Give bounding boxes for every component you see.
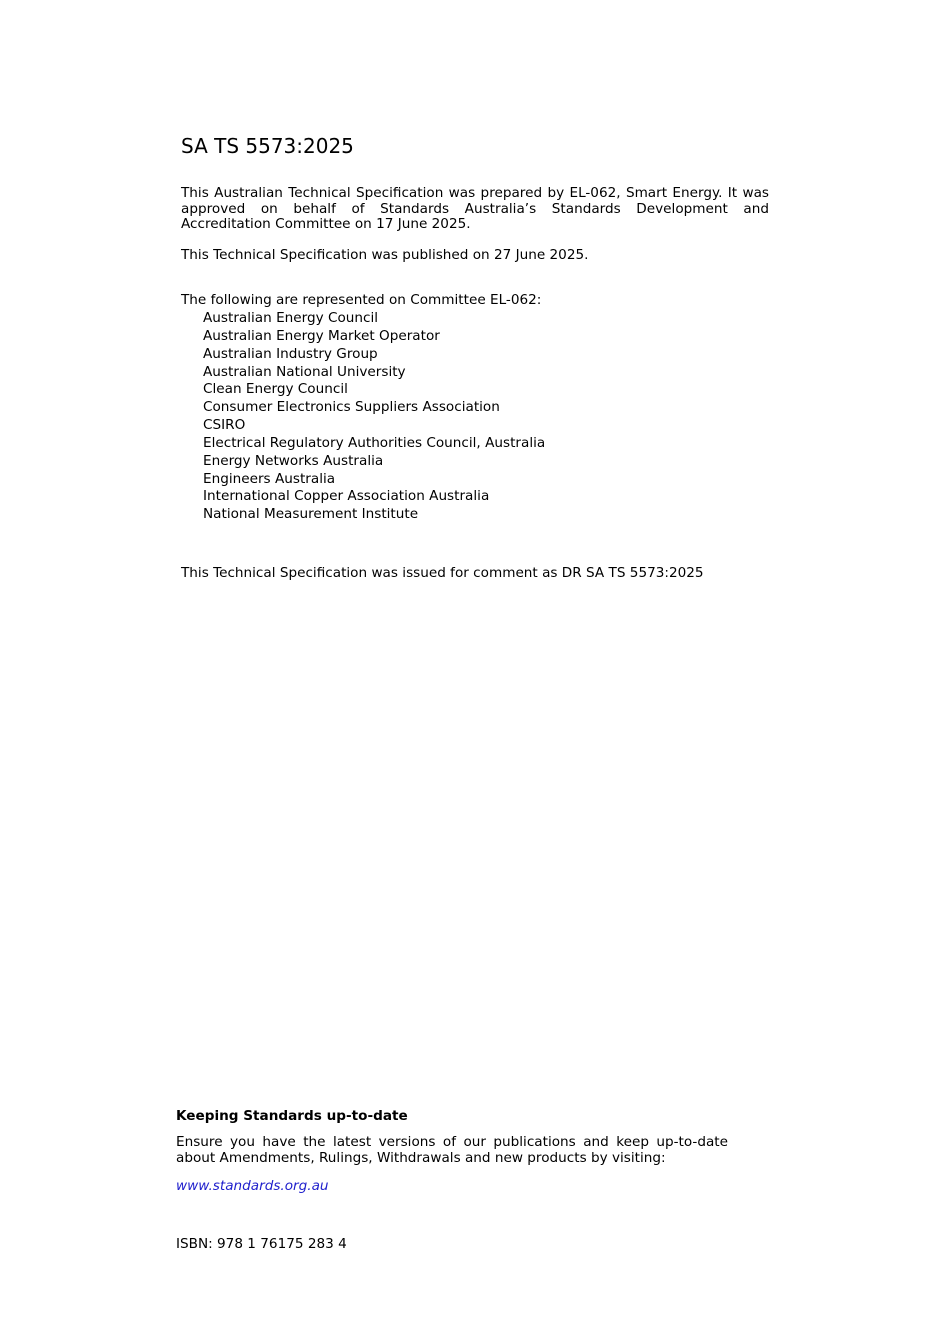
committee-member-list xyxy=(203,310,545,524)
committee-member: National Measurement Institute xyxy=(203,506,419,523)
committee-intro: The following are represented on Committee EL-062: xyxy=(181,292,542,308)
committee-member: Australian National University xyxy=(203,363,406,380)
preparation-statement: This Australian Technical Specification was prepared by EL-062, Smart Energy. It was approved on behalf of Standards Australia’s Standards Development and Accreditation Committee on 17 June 2025. xyxy=(181,185,769,232)
publication-date-statement: This Technical Specification was published on 27 June 2025. xyxy=(181,247,589,263)
committee-member: Consumer Electronics Suppliers Association xyxy=(203,399,500,416)
committee-member: Electrical Regulatory Authorities Council, Australia xyxy=(203,434,546,451)
committee-member: Clean Energy Council xyxy=(203,381,348,398)
committee-member: Australian Energy Council xyxy=(203,310,379,326)
keeping-up-to-date-text: Ensure you have the latest versions of our publications and keep up-to-date about Amendments, Rulings, Withdrawals and new products by visiting: xyxy=(176,1134,728,1166)
committee-member: CSIRO xyxy=(203,417,246,434)
keeping-up-to-date-heading: Keeping Standards up-to-date xyxy=(176,1108,408,1124)
comment-issue-statement: This Technical Specification was issued for comment as DR SA TS 5573:2025 xyxy=(181,565,704,581)
isbn: ISBN: 978 1 76175 283 4 xyxy=(176,1236,347,1252)
committee-member: Energy Networks Australia xyxy=(203,452,384,469)
committee-member: Australian Energy Market Operator xyxy=(203,327,440,344)
committee-member: Australian Industry Group xyxy=(203,345,378,362)
standards-website-link[interactable]: www.standards.org.au xyxy=(176,1178,329,1194)
document-title: SA TS 5573:2025 xyxy=(181,134,354,158)
committee-member: International Copper Association Australia xyxy=(203,488,490,505)
committee-member: Engineers Australia xyxy=(203,470,336,487)
